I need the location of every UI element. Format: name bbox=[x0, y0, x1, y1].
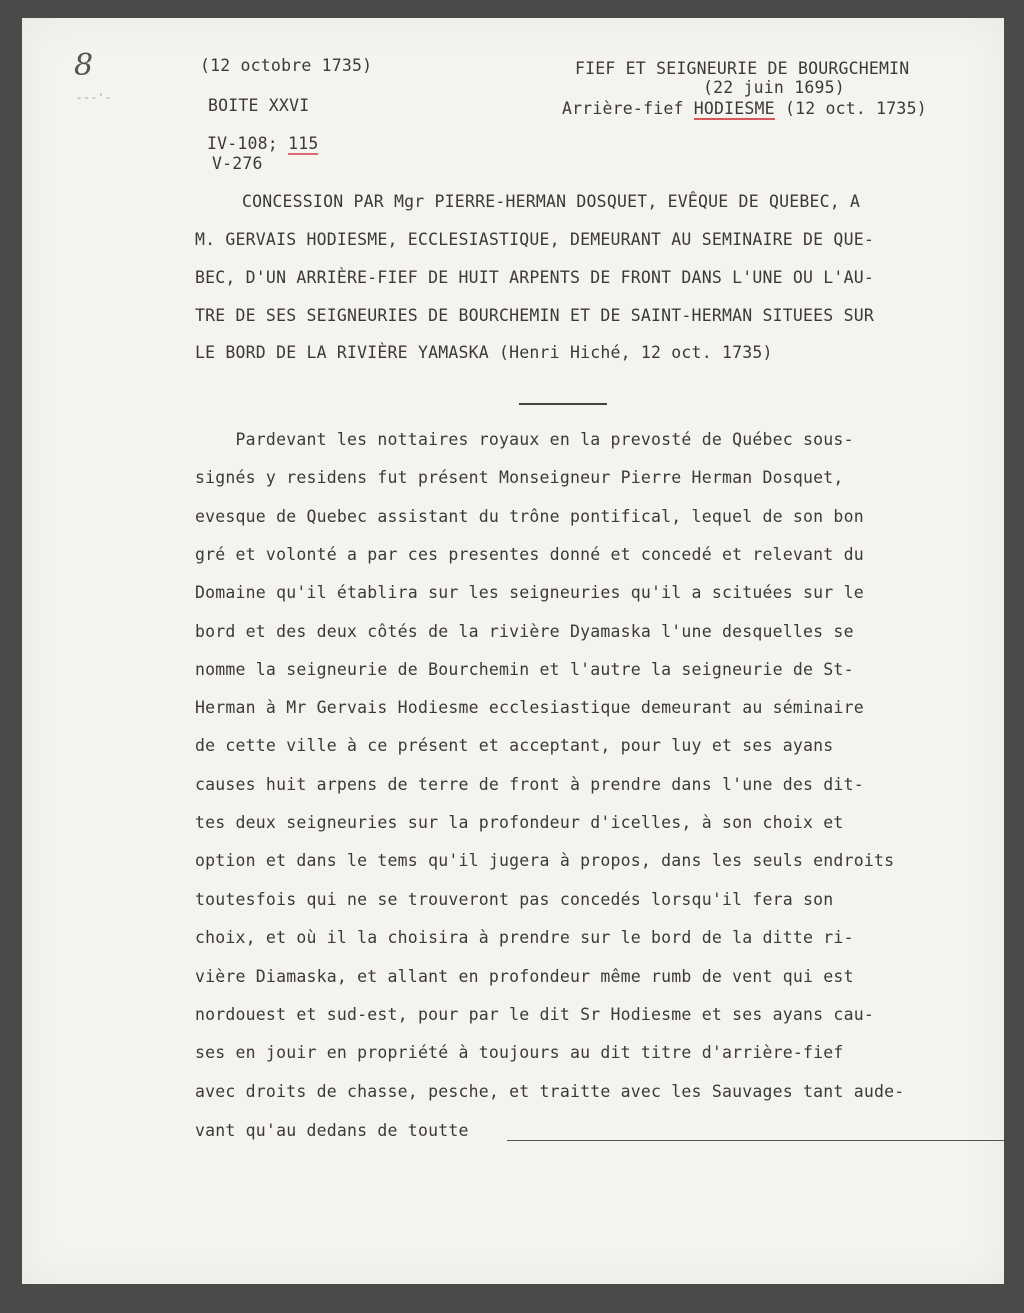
title-line: LE BORD DE LA RIVIÈRE YAMASKA (Henri Hiché, 12 oct. 1735) bbox=[195, 343, 773, 362]
pencil-mark: - - - ' - bbox=[77, 91, 110, 104]
arriere-suffix: (12 oct. 1735) bbox=[774, 99, 927, 118]
body-line: Pardevant les nottaires royaux en la prevosté de Québec sous- bbox=[195, 430, 854, 449]
body-line: tes deux seigneuries sur la profondeur d'icelles, à son choix et bbox=[195, 813, 844, 832]
body-line: toutesfois qui ne se trouveront pas concedés lorsqu'il fera son bbox=[195, 890, 834, 909]
body-line: nordouest et sud-est, pour par le dit Sr Hodiesme et ses ayans cau- bbox=[195, 1005, 874, 1024]
box-number: BOITE XXVI bbox=[208, 96, 310, 115]
arriere-fief-name: HODIESME bbox=[693, 99, 775, 118]
body-line: avec droits de chasse, pesche, et traitte avec les Sauvages tant aude- bbox=[195, 1082, 905, 1101]
reference-line-2: V-276 bbox=[212, 154, 263, 173]
title-line: M. GERVAIS HODIESME, ECCLESIASTIQUE, DEMEURANT AU SEMINAIRE DE QUE- bbox=[195, 230, 874, 249]
body-line: Domaine qu'il établira sur les seigneuries qu'il a scituées sur le bbox=[195, 583, 864, 602]
title-line: CONCESSION PAR Mgr PIERRE-HERMAN DOSQUET, EVÊQUE DE QUEBEC, A bbox=[242, 192, 861, 211]
page-number: 8 bbox=[74, 48, 94, 83]
body-line: vière Diamaska, et allant en profondeur même rumb de vent qui est bbox=[195, 967, 854, 986]
document-date: (12 octobre 1735) bbox=[200, 56, 373, 75]
body-line: signés y residens fut présent Monseigneur Pierre Herman Dosquet, bbox=[195, 468, 844, 487]
title-line: BEC, D'UN ARRIÈRE-FIEF DE HUIT ARPENTS DE FRONT DANS L'UNE OU L'AU- bbox=[195, 268, 874, 287]
document-page bbox=[22, 18, 1004, 1284]
section-divider bbox=[519, 403, 607, 405]
body-line: choix, et où il la choisira à prendre sur le bord de la ditte ri- bbox=[195, 928, 854, 947]
reference-line-1 bbox=[207, 134, 318, 153]
body-line: ses en jouir en propriété à toujours au dit titre d'arrière-fief bbox=[195, 1043, 844, 1062]
title-line: TRE DE SES SEIGNEURIES DE BOURCHEMIN ET DE SAINT-HERMAN SITUEES SUR bbox=[195, 306, 874, 325]
fief-date: (22 juin 1695) bbox=[703, 78, 845, 97]
body-line: gré et volonté a par ces presentes donné et concedé et relevant du bbox=[195, 545, 864, 564]
reference-underlined: 115 bbox=[288, 134, 319, 153]
arriere-fief-line bbox=[562, 99, 927, 118]
body-line: vant qu'au dedans de toutte bbox=[195, 1121, 469, 1140]
trailing-line bbox=[507, 1140, 1004, 1141]
body-line: Herman à Mr Gervais Hodiesme ecclesiastique demeurant au séminaire bbox=[195, 698, 864, 717]
body-line: de cette ville à ce présent et acceptant, pour luy et ses ayans bbox=[195, 736, 834, 755]
body-line: nomme la seigneurie de Bourchemin et l'autre la seigneurie de St- bbox=[195, 660, 854, 679]
body-line: evesque de Quebec assistant du trône pontifical, lequel de son bon bbox=[195, 507, 864, 526]
body-line: bord et des deux côtés de la rivière Dyamaska l'une desquelles se bbox=[195, 622, 854, 641]
arriere-prefix: Arrière-fief bbox=[562, 99, 694, 118]
fief-title: FIEF ET SEIGNEURIE DE BOURGCHEMIN bbox=[575, 59, 910, 78]
body-line: option et dans le tems qu'il jugera à propos, dans les seuls endroits bbox=[195, 851, 895, 870]
reference-prefix: IV-108; bbox=[207, 134, 289, 153]
body-line: causes huit arpens de terre de front à prendre dans l'une des dit- bbox=[195, 775, 864, 794]
